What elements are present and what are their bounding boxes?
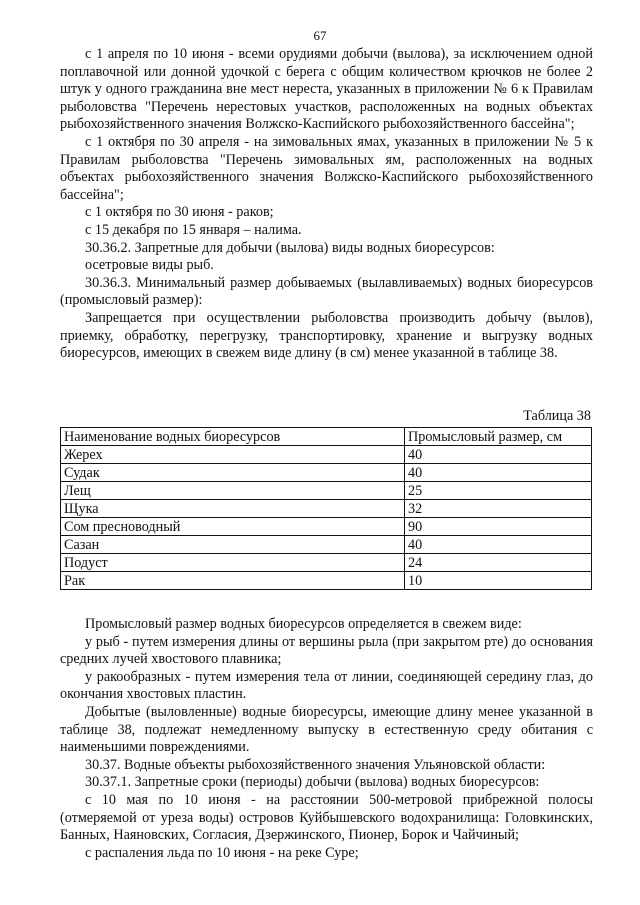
species-cell: Подуст [61,554,405,572]
size-cell: 40 [405,464,592,482]
catch-size-table [60,427,592,590]
table-row [61,518,592,536]
species-cell: Сом пресноводный [61,518,405,536]
paragraph-sturgeon: осетровые виды рыб. [85,257,214,274]
paragraph-section-30-37-1: 30.37.1. Запретные сроки (периоды) добычи (вылова) водных биоресурсов: [85,774,540,791]
table-header-row [61,428,592,446]
size-cell: 25 [405,482,592,500]
paragraph-crustacean-measurement: у ракообразных - путем измерения тела от линии, соединяющей середину глаз, до окончания хвостовых пластин. [60,668,593,703]
paragraph-size-definition: Промысловый размер водных биоресурсов определяется в свежем виде: [85,616,522,632]
species-cell: Жерех [61,446,405,464]
paragraph-section-30-37: 30.37. Водные объекты рыбохозяйственного значения Ульяновской области: [85,756,546,773]
species-cell: Сазан [61,536,405,554]
paragraph-section-30-36-3: 30.36.3. Минимальный размер добываемых (вылавливаемых) водных биоресурсов (промысловый размер): [60,274,593,309]
paragraph-fish-measurement: у рыб - путем измерения длины от вершины рыла (при закрытом рте) до основания средних лучей хвостового плавника; [60,633,593,668]
paragraph-sura-river-ban: с распаления льда по 10 июня - на реке Суре; [85,844,359,861]
paragraph-islands-ban: с 10 мая по 10 июня - на расстоянии 500-метровой прибрежной полосы (отмеряемой от уреза воды) островов Куйбышевского водохранилища: Головкинских, Банных, Наяновских, Согласия, Дзержинского, Пионер, Борок и Чайчиный; [60,791,593,844]
paragraph-spawning-ban: с 1 апреля по 10 июня - всеми орудиями добычи (вылова), за исключением одной поплавочной или донной удочкой с берега с общим количеством крючков не более 2 штук у одного гражданина вне мест нереста, указанных в приложении № 6 к Правилам рыболовства "Перечень нерестовых участков, расположенных на водных объектах рыбохозяйственного значения Волжско-Каспийского рыбохозяйственного бассейна"; [60,46,593,133]
species-cell: Рак [61,572,405,590]
table-row [61,464,592,482]
species-cell: Лещ [61,482,405,500]
size-cell: 10 [405,572,592,590]
page-number: 67 [313,28,327,43]
table-row [61,446,592,464]
top-text-block [60,46,593,363]
header-size: Промысловый размер, см [405,428,592,446]
table-row [61,482,592,500]
size-cell: 24 [405,554,592,572]
table-row [61,572,592,590]
paragraph-size-prohibition: Запрещается при осуществлении рыболовства производить добычу (вылов), приемку, обработку, перегрузку, транспортировку, хранение и выгрузку водных биоресурсов, имеющих в свежем виде длину (в см) менее указанной в таблице 38. [60,309,593,362]
table-row [61,500,592,518]
size-cell: 32 [405,500,592,518]
paragraph-crayfish-ban: с 1 октября по 30 июня - раков; [85,204,274,221]
paragraph-wintering-pits-ban: с 1 октября по 30 апреля - на зимовальных ямах, указанных в приложении № 5 к Правилам рыболовства "Перечень зимовальных ям, расположенных на водных объектах рыбохозяйственного значения Волжско-Каспийского рыбохозяйственного бассейна"; [60,133,593,203]
table-row [61,554,592,572]
species-cell: Судак [61,464,405,482]
table-row [61,536,592,554]
paragraph-section-30-36-2: 30.36.2. Запретные для добычи (вылова) виды водных биоресурсов: [85,239,495,256]
size-cell: 40 [405,446,592,464]
table-caption: Таблица 38 [523,408,591,424]
header-species: Наименование водных биоресурсов [61,428,405,446]
bottom-text-block [60,616,593,862]
paragraph-burbot-ban: с 15 декабря по 15 января – налима. [85,221,302,238]
species-cell: Щука [61,500,405,518]
size-cell: 40 [405,536,592,554]
size-cell: 90 [405,518,592,536]
paragraph-release-requirement: Добытые (выловленные) водные биоресурсы, имеющие длину менее указанной в таблице 38, подлежат немедленному выпуску в естественную среду обитания с наименьшими повреждениями. [60,703,593,756]
